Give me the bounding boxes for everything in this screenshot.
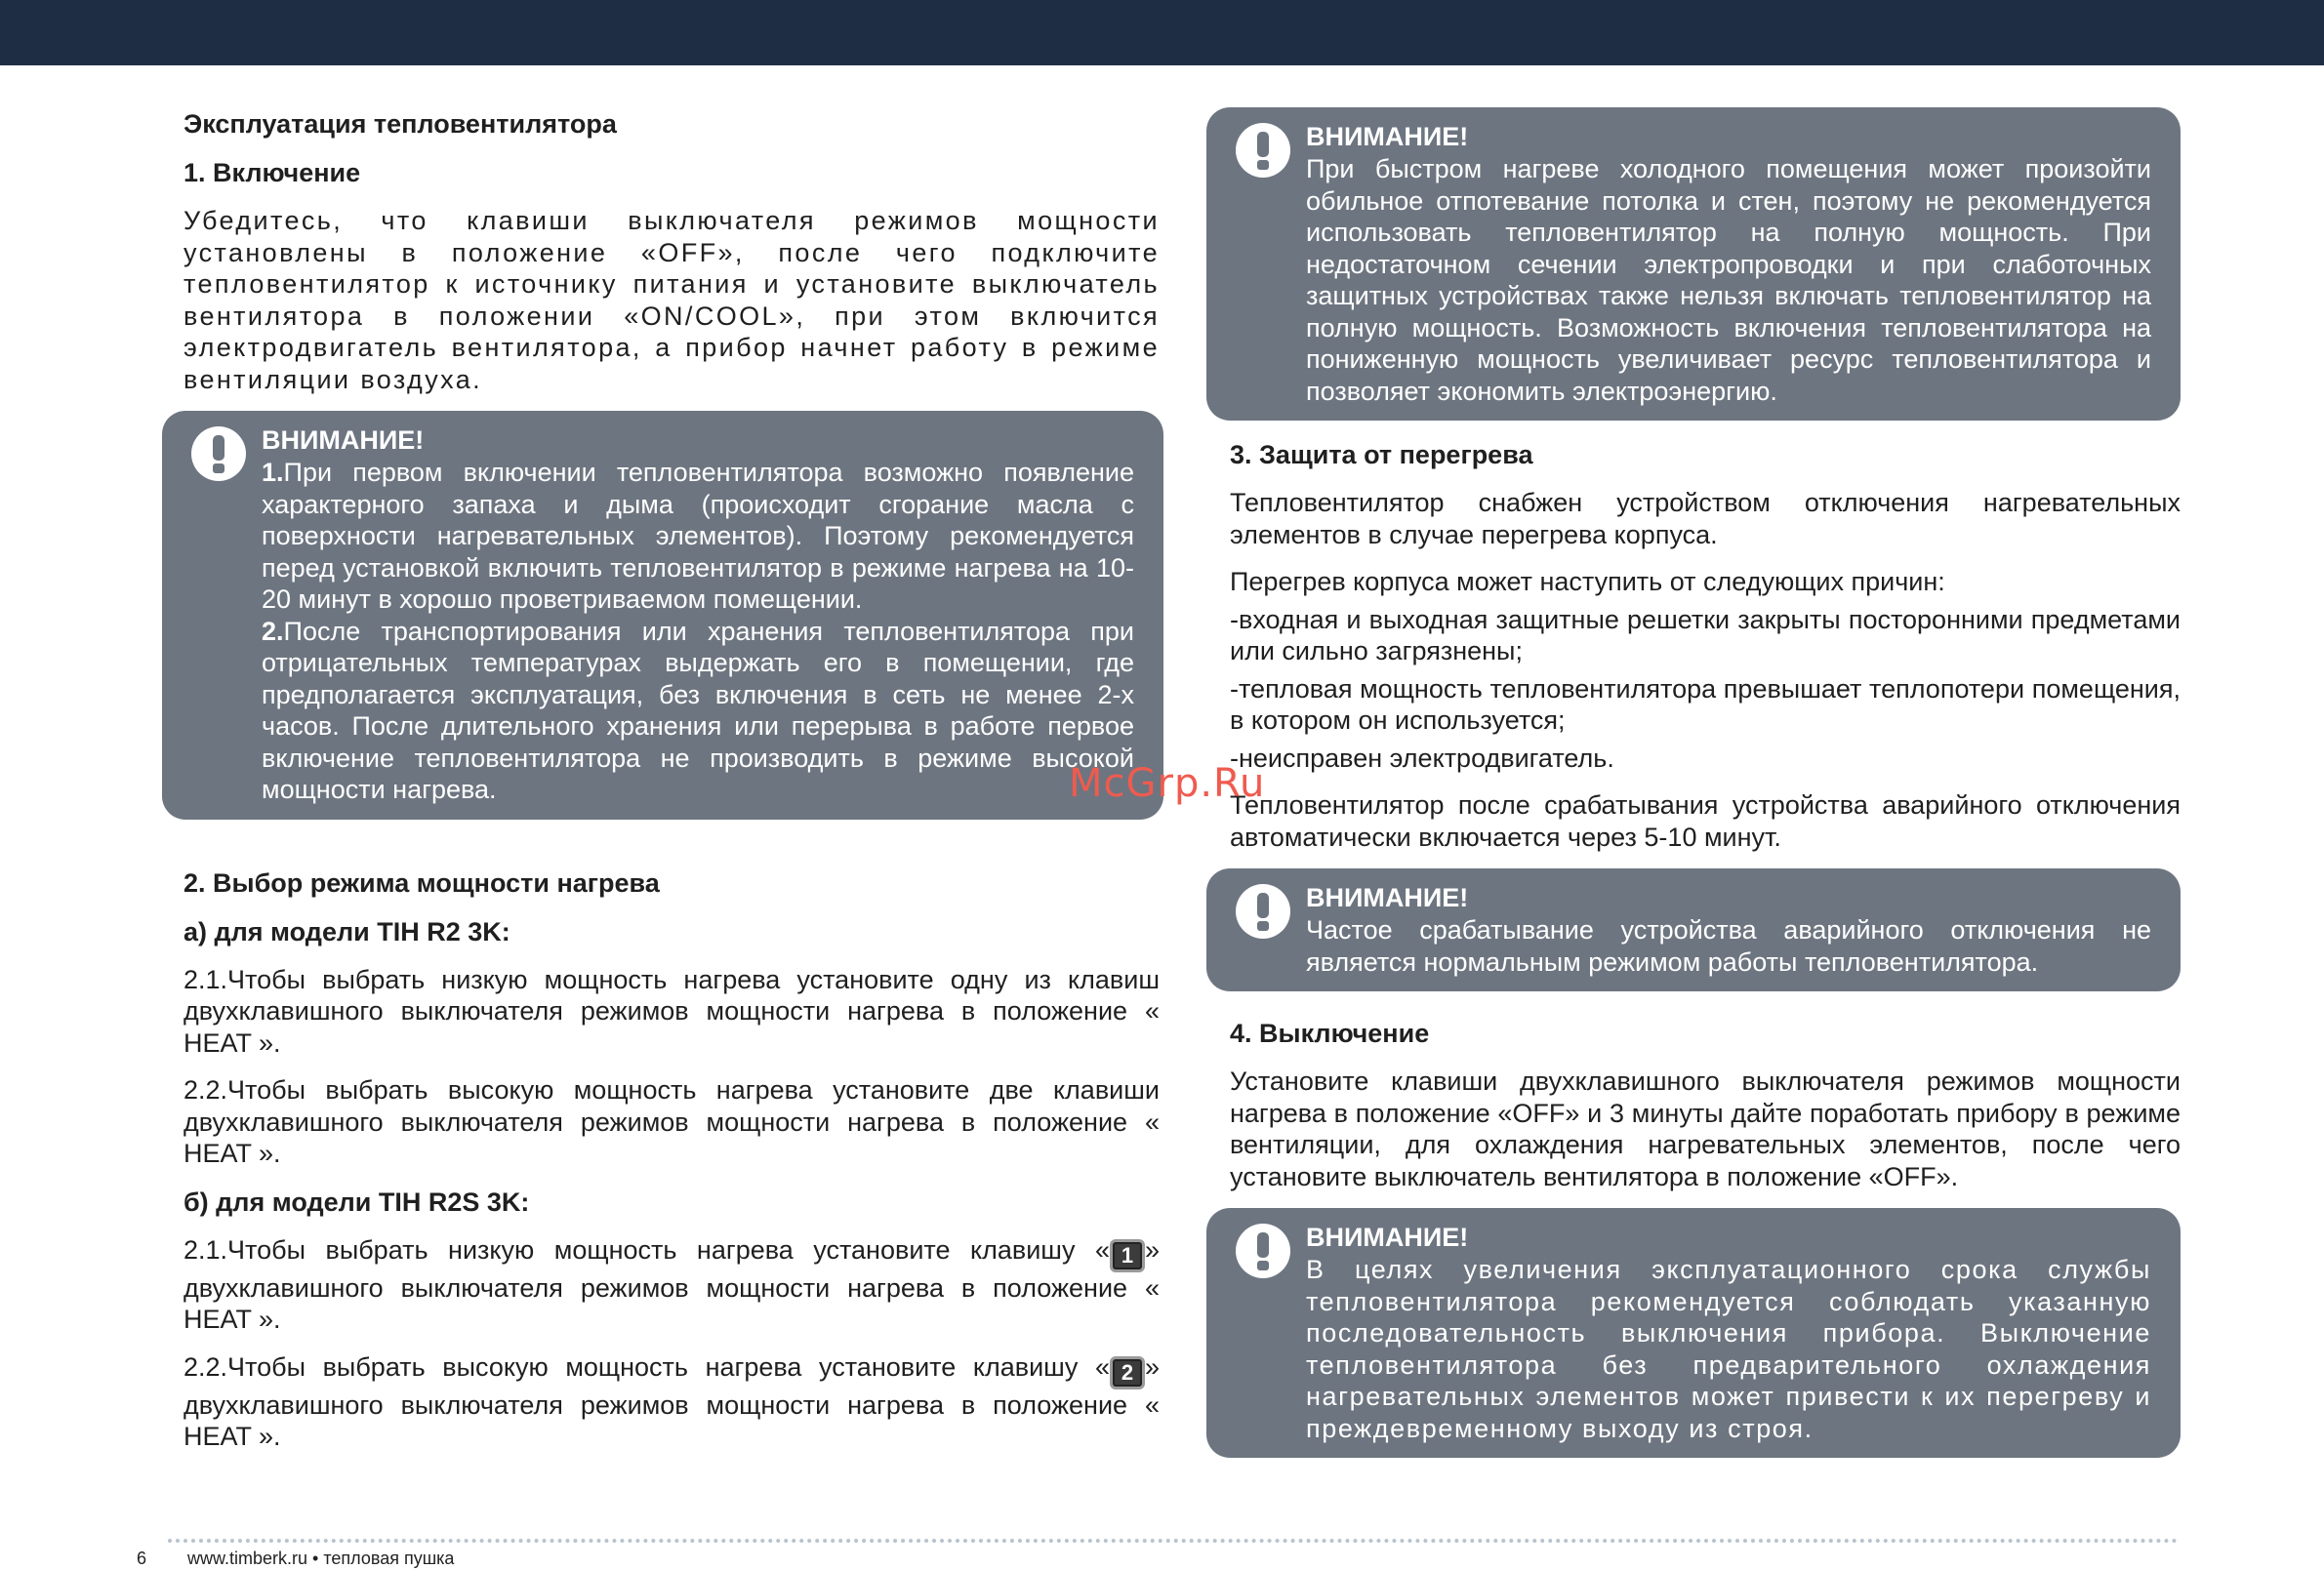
exclamation-icon — [1236, 123, 1290, 178]
watermark: McGrp.Ru — [1069, 761, 1266, 806]
page-number: 6 — [137, 1549, 147, 1568]
header-bar — [0, 0, 2324, 65]
item-number: 1. — [262, 458, 284, 487]
model-b-item-1 — [183, 1234, 1160, 1336]
exclamation-icon — [1236, 884, 1290, 939]
warning-box-emergency-shutdown — [1206, 868, 2181, 991]
warning-box-shutdown-order — [1206, 1208, 2181, 1458]
text-part: 2.1.Чтобы выбрать низкую мощность нагрева установите клавишу « — [183, 1234, 1110, 1265]
warning-title: ВНИМАНИЕ! — [1306, 122, 1469, 151]
warning-title: ВНИМАНИЕ! — [1306, 1223, 1469, 1252]
warning-item-2 — [262, 616, 1134, 806]
model-a-item-2: 2.2.Чтобы выбрать высокую мощность нагрева установите две клавиши двухклавишного выключателя режимов мощности нагрева в положение « HEAT ». — [183, 1075, 1160, 1168]
exclamation-icon — [191, 426, 246, 481]
model-a-item-1: 2.1.Чтобы выбрать низкую мощность нагрева установите одну из клавиш двухклавишного выключателя режимов мощности нагрева в положение « HEAT ». — [183, 964, 1160, 1058]
warning-item-1 — [262, 457, 1134, 616]
footer — [137, 1549, 454, 1569]
heading-overheat-protection: 3. Защита от перегрева — [1230, 440, 1533, 469]
switching-on-text: Убедитесь, что клавиши выключателя режимов мощности установлены в положение «OFF», после чего подключите тепловентилятор к источнику питания и установите выключатель вентилятора в положении «ON/COOL», при этом включится электродвигатель вентилятора, а прибор начнет работу в режиме вентиляции воздуха. — [183, 206, 1160, 394]
key-1-icon: 1 — [1110, 1239, 1145, 1272]
heading-model-b: б) для модели TIH R2S 3K: — [183, 1187, 530, 1217]
item-text: При первом включении тепловентилятора возможно появление характерного запаха и дыма (происходит сгорание масла с поверхности нагревательных элементов). Поэтому рекомендуется перед установкой включить тепловентилятор в режиме нагрева на 10-20 минут в хорошо проветриваемом помещении. — [262, 458, 1134, 614]
switching-off-text: Установите клавиши двухклавишного выключателя режимов мощности нагрева в положение «OFF» и 3 минуты дайте поработать прибору в режиме вентиляции, для охлаждения нагревательных элементов, после чего установите выключатель вентилятора в положение «OFF». — [1230, 1067, 2181, 1191]
item-text: После транспортирования или хранения тепловентилятора при отрицательных температурах выдержать его в помещении, где предполагается эксплуатация, без включения в сеть не менее 2-х часов. После длительного хранения или перерыва в работе первое включение тепловентилятора не производить в режиме высокой мощности нагрева. — [262, 616, 1134, 804]
overheat-text-3: Тепловентилятор после срабатывания устройства аварийного отключения автоматически включается через 5-10 минут. — [1230, 790, 2181, 852]
warning-text: Частое срабатывание устройства аварийного отключения не является нормальным режимом работы тепловентилятора. — [1306, 915, 2151, 977]
heading-power-mode: 2. Выбор режима мощности нагрева — [183, 867, 660, 898]
footer-divider — [168, 1539, 2179, 1543]
warning-title: ВНИМАНИЕ! — [262, 425, 425, 455]
warning-text: При быстром нагреве холодного помещения может произойти обильное отпотевание потолка и стен, поэтому не рекомендуется использовать тепловентилятор на полную мощность. При недостаточном сечении электропроводки и при слаботочных защитных устройствах также нельзя включать тепловентилятор на полную мощность. Возможность включения тепловентилятора на пониженную мощность увеличивает ресурс тепловентилятора и позволяет экономить электроэнергию. — [1306, 154, 2151, 406]
warning-box-fast-heating — [1206, 107, 2181, 421]
footer-text: www.timberk.ru • тепловая пушка — [187, 1549, 455, 1568]
left-column — [183, 107, 1160, 1469]
right-column — [1206, 107, 2181, 1475]
warning-title: ВНИМАНИЕ! — [1306, 883, 1469, 912]
section-title: Эксплуатация тепловентилятора — [183, 109, 617, 139]
overheat-reason-1: -входная и выходная защитные решетки закрыты посторонними предметами или сильно загрязнены; — [1230, 604, 2181, 665]
overheat-reason-2: -тепловая мощность тепловентилятора превышает теплопотери помещения, в котором он используется; — [1230, 673, 2181, 735]
text-part: » двухклавишного выключателя режимов мощности нагрева в положение « HEAT ». — [183, 1234, 1160, 1334]
heading-switching-off: 4. Выключение — [1230, 1019, 1430, 1048]
overheat-reason-3: -неисправен электродвигатель. — [1230, 743, 1614, 773]
heading-model-a: а) для модели TIH R2 3K: — [183, 916, 510, 946]
overheat-text-1: Тепловентилятор снабжен устройством отключения нагревательных элементов в случае перегрева корпуса. — [1230, 488, 2181, 549]
warning-box-first-start — [162, 411, 1163, 820]
exclamation-icon — [1236, 1224, 1290, 1278]
key-2-icon: 2 — [1110, 1356, 1145, 1389]
warning-text: В целях увеличения эксплуатационного срока службы тепловентилятора рекомендуется соблюдать указанную последовательность выключения прибора. Выключение тепловентилятора без предварительного охлаждения нагревательных элементов может привести к их перегреву и преждевременному выходу из строя. — [1306, 1255, 2151, 1443]
overheat-text-2: Перегрев корпуса может наступить от следующих причин: — [1230, 567, 1945, 596]
text-part: 2.2.Чтобы выбрать высокую мощность нагрева установите клавишу « — [183, 1351, 1110, 1382]
model-b-item-2 — [183, 1351, 1160, 1453]
item-number: 2. — [262, 616, 284, 646]
text-part: » двухклавишного выключателя режимов мощности нагрева в положение « HEAT ». — [183, 1351, 1160, 1451]
heading-switching-on: 1. Включение — [183, 158, 361, 187]
